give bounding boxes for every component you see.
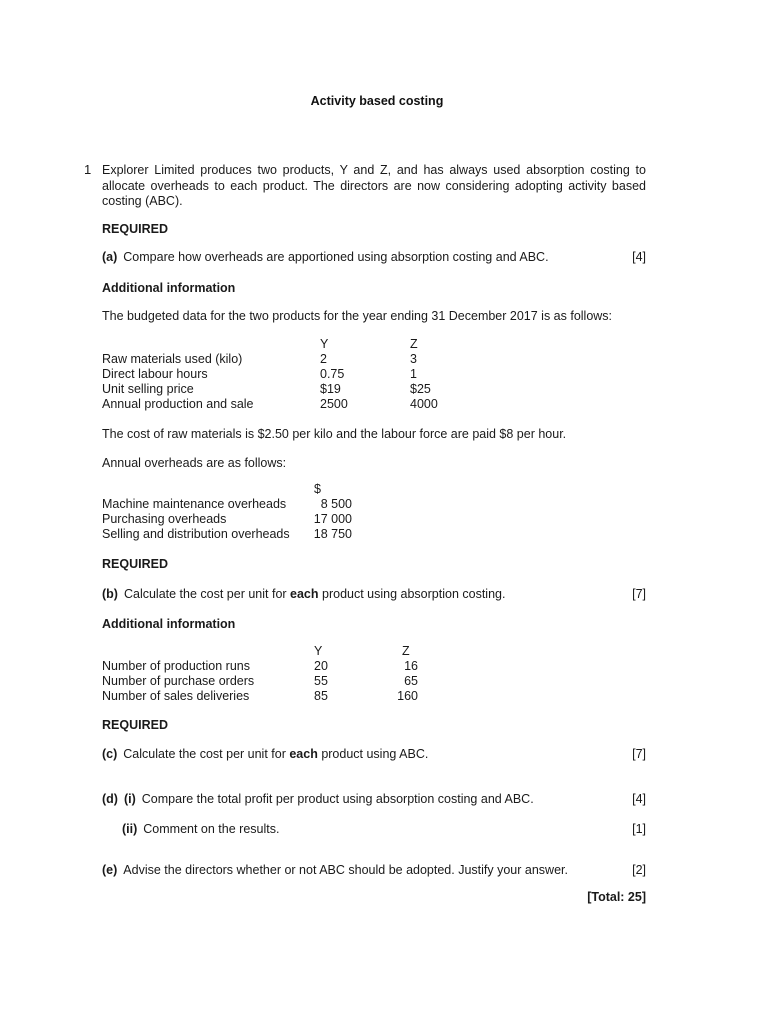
part-d-i (102, 792, 646, 807)
part-d-ii-marks: [1] (632, 822, 646, 836)
cell-y: $19 (320, 382, 341, 396)
part-e-text: Advise the directors whether or not ABC should be adopted. Justify your answer. (123, 863, 568, 877)
cell-z: 4000 (410, 397, 438, 411)
row-label: Purchasing overheads (102, 512, 227, 526)
row-label: Annual production and sale (102, 397, 254, 411)
part-e-label: (e) (102, 863, 118, 877)
cell-y: 2 (320, 352, 327, 366)
cell-z: 16 (404, 659, 418, 673)
col-header-y: Y (314, 644, 323, 658)
row-label: Machine maintenance overheads (102, 497, 287, 511)
part-b-text-pre: Calculate the cost per unit for (123, 587, 291, 601)
part-b-label: (b) (102, 587, 118, 601)
part-a-text: Compare how overheads are apportioned using absorption costing and ABC. (123, 250, 549, 264)
row-label: Direct labour hours (102, 367, 208, 381)
part-d-i-text: Compare the total profit per product using absorption costing and ABC. (141, 792, 534, 806)
required-heading-1: REQUIRED (102, 222, 168, 236)
cell-z: $25 (410, 382, 431, 396)
cell-value: 8 500 (320, 497, 352, 511)
row-label: Selling and distribution overheads (102, 527, 290, 541)
required-heading-3: REQUIRED (102, 718, 168, 732)
total-marks: [Total: 25] (587, 890, 646, 904)
part-e-marks: [2] (632, 863, 646, 877)
overheads-intro: Annual overheads are as follows: (102, 456, 287, 470)
cell-y: 55 (314, 674, 328, 688)
additional-info-heading-1: Additional information (102, 281, 236, 295)
part-b-marks: [7] (632, 587, 646, 601)
cell-value: 17 000 (313, 512, 352, 526)
part-a-label: (a) (102, 250, 118, 264)
col-header-z: Z (410, 337, 418, 351)
cell-y: 0.75 (320, 367, 345, 381)
part-d-ii-label: (ii) (122, 822, 138, 836)
col-header-y: Y (320, 337, 329, 351)
page-title: Activity based costing (310, 94, 444, 108)
part-c (102, 747, 646, 762)
cell-z: 65 (404, 674, 418, 688)
part-b-text-post: product using absorption costing. (318, 587, 506, 601)
part-d-ii-text: Comment on the results. (143, 822, 280, 836)
part-c-marks: [7] (632, 747, 646, 761)
part-b (102, 587, 646, 602)
part-c-label: (c) (102, 747, 118, 761)
cell-y: 20 (314, 659, 328, 673)
part-e (102, 863, 646, 878)
cost-text: The cost of raw materials is $2.50 per kilo and the labour force are paid $8 per hour. (102, 427, 567, 441)
part-c-text-pre: Calculate the cost per unit for (123, 747, 290, 761)
part-d-label: (d) (102, 792, 118, 806)
part-d-i-marks: [4] (632, 792, 646, 806)
row-label: Number of purchase orders (102, 674, 255, 688)
part-a-marks: [4] (632, 250, 646, 264)
col-header-dollar: $ (314, 482, 321, 496)
part-d-i-label: (i) (123, 792, 136, 806)
question-intro: Explorer Limited produces two products, Y and Z, and has always used absorption costing to allocate overheads to each product. The directors are now considering adopting activity based costing (ABC). (102, 163, 646, 208)
row-label: Unit selling price (102, 382, 194, 396)
row-label: Number of sales deliveries (102, 689, 250, 703)
question-number: 1 (84, 162, 92, 177)
cell-value: 18 750 (313, 527, 352, 541)
part-d-ii (122, 822, 646, 837)
row-label: Number of production runs (102, 659, 250, 673)
row-label: Raw materials used (kilo) (102, 352, 243, 366)
part-b-text-bold: each (290, 587, 319, 601)
part-c-text-bold: each (289, 747, 318, 761)
cell-z: 3 (410, 352, 417, 366)
col-header-z: Z (402, 644, 410, 658)
cell-z: 160 (397, 689, 418, 703)
required-heading-2: REQUIRED (102, 557, 168, 571)
cell-y: 85 (314, 689, 328, 703)
cell-z: 1 (410, 367, 417, 381)
additional-info-heading-2: Additional information (102, 617, 236, 631)
budget-intro: The budgeted data for the two products for the year ending 31 December 2017 is as follows: (102, 309, 613, 323)
part-a (102, 250, 646, 265)
part-c-text-post: product using ABC. (317, 747, 429, 761)
cell-y: 2500 (320, 397, 348, 411)
